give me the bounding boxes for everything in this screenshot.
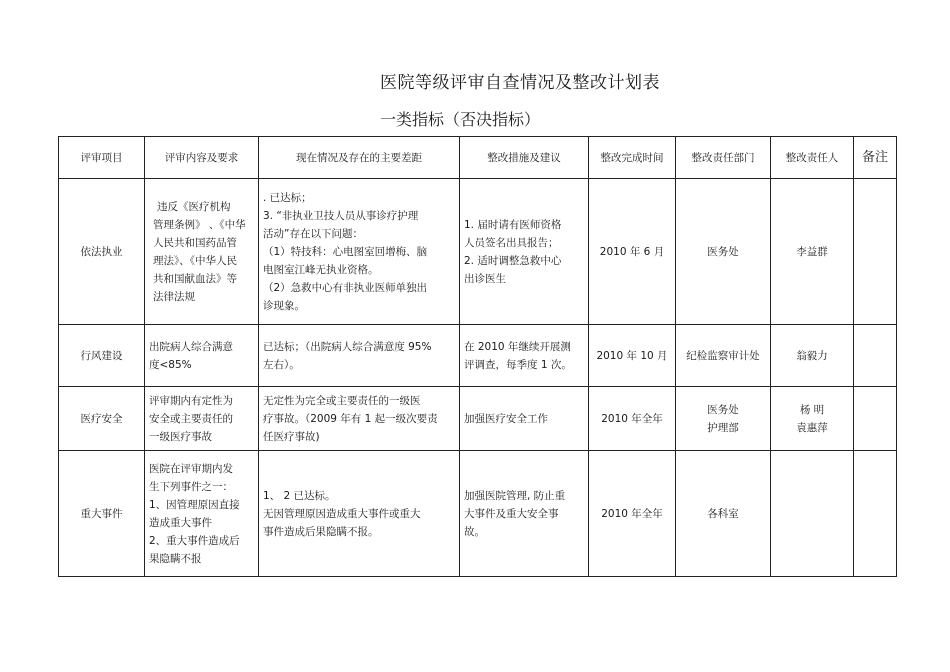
cell-status-line: 诊现象。	[263, 299, 305, 312]
table-row	[59, 179, 897, 325]
cell-department-line: 护理部	[707, 421, 739, 434]
cell-requirement-line: 评审期内有定性为	[149, 394, 233, 407]
header-cell-deadline: 整改完成时间	[589, 137, 676, 179]
cell-status-line: （1）特技科：心电图室回增梅、脑	[263, 245, 428, 258]
cell-requirement-line: 管理条例》 、《中华	[153, 218, 246, 231]
cell-deadline: 2010 年 6 月	[589, 179, 676, 325]
cell-item: 医疗安全	[59, 387, 145, 451]
cell-requirement-line: 理法》、《中华人民	[153, 254, 237, 267]
cell-requirement-line: 造成重大事件	[149, 516, 212, 529]
cell-department-line: 医务处	[707, 403, 739, 416]
header-cell-person: 整改责任人	[771, 137, 854, 179]
cell-measures	[460, 179, 589, 325]
cell-item: 重大事件	[59, 451, 145, 577]
cell-status-line: 3. “非执业卫技人员从事诊疗护理	[263, 209, 419, 222]
cell-status	[259, 451, 460, 577]
cell-remark	[854, 179, 897, 325]
cell-status-line: 无因管理原因造成重大事件或重大	[263, 507, 421, 520]
cell-department	[676, 387, 771, 451]
header-cell-department: 整改责任部门	[676, 137, 771, 179]
cell-requirement	[145, 451, 259, 577]
cell-deadline: 2010 年全年	[589, 387, 676, 451]
header-cell-requirement: 评审内容及要求	[145, 137, 259, 179]
document-subtitle: 一类指标（否决指标）	[380, 110, 541, 129]
cell-requirement-line: 1、因管理原因直接	[149, 498, 240, 511]
cell-requirement	[145, 325, 259, 387]
cell-status-line: （2）急救中心有非执业医师单独出	[263, 281, 428, 294]
cell-measures-line: 加强医疗安全工作	[464, 412, 548, 425]
cell-status-line: . 已达标；	[263, 191, 312, 204]
cell-measures	[460, 451, 589, 577]
cell-status	[259, 325, 460, 387]
cell-person-line: 袁惠萍	[796, 421, 828, 434]
cell-person	[771, 451, 854, 577]
cell-measures-line: 2. 适时调整急救中心	[464, 254, 562, 267]
cell-status-line: 左右）。	[263, 358, 300, 371]
cell-item: 依法执业	[59, 179, 145, 325]
cell-remark	[854, 325, 897, 387]
cell-person	[771, 325, 854, 387]
document-title: 医院等级评审自查情况及整改计划表	[380, 73, 660, 93]
table-row	[59, 387, 897, 451]
cell-status-line: 1、 2 已达标。	[263, 489, 336, 502]
cell-person	[771, 387, 854, 451]
cell-person-line: 李益群	[796, 245, 828, 258]
cell-measures	[460, 325, 589, 387]
cell-requirement-line: 果隐瞒不报	[149, 552, 202, 565]
cell-status	[259, 387, 460, 451]
cell-measures-line: 出诊医生	[464, 272, 506, 285]
cell-department	[676, 179, 771, 325]
cell-requirement-line: 共和国献血法》等	[153, 272, 237, 285]
cell-measures-line: 大事件及重大安全事	[464, 507, 559, 520]
cell-measures-line: 加强医院管理, 防止重	[464, 489, 566, 502]
header-cell-measures: 整改措施及建议	[460, 137, 589, 179]
cell-person-line: 杨 明	[799, 403, 825, 416]
cell-requirement-line: 医院在评审期内发	[149, 462, 233, 475]
cell-status-line: 已达标；（出院病人综合满意度 95%	[263, 340, 432, 353]
cell-remark	[854, 451, 897, 577]
header-cell-status: 现在情况及存在的主要差距	[259, 137, 460, 179]
cell-measures-line: 故。	[464, 525, 485, 538]
cell-status-line: 任医疗事故)	[263, 430, 320, 443]
cell-department	[676, 451, 771, 577]
cell-department-line: 各科室	[707, 507, 739, 520]
cell-requirement-line: 一级医疗事故	[149, 430, 212, 443]
cell-measures	[460, 387, 589, 451]
cell-status-line: 活动”存在以下问题：	[263, 227, 363, 240]
cell-status-line: 电图室江峰无执业资格。	[263, 263, 379, 276]
cell-measures-line: 在 2010 年继续开展测	[464, 340, 571, 353]
cell-deadline: 2010 年 10 月	[589, 325, 676, 387]
cell-measures-line: 评调查，每季度 1 次。	[464, 358, 572, 371]
cell-status-line: 疗事故。（2009 年有 1 起一级次要责	[263, 412, 438, 425]
cell-requirement-line: 法律法规	[153, 290, 195, 303]
cell-measures-line: 1. 届时请有医师资格	[464, 218, 562, 231]
header-cell-item: 评审项目	[59, 137, 145, 179]
cell-person	[771, 179, 854, 325]
cell-department	[676, 325, 771, 387]
cell-requirement	[145, 387, 259, 451]
cell-department-line: 纪检监察审计处	[686, 349, 760, 362]
cell-requirement-line: 违反《医疗机构	[157, 200, 231, 213]
table-row	[59, 325, 897, 387]
review-table	[58, 136, 897, 577]
cell-requirement-line: 出院病人综合满意	[149, 340, 233, 353]
cell-person-line: 翁毅力	[796, 349, 828, 362]
cell-deadline: 2010 年全年	[589, 451, 676, 577]
cell-requirement-line: 安全或主要责任的	[149, 412, 233, 425]
cell-department-line: 医务处	[707, 245, 739, 258]
cell-remark	[854, 387, 897, 451]
table-header-row	[59, 137, 897, 179]
cell-requirement-line: 度<85%	[149, 358, 192, 371]
cell-item: 行风建设	[59, 325, 145, 387]
cell-requirement-line: 人民共和国药品管	[153, 236, 237, 249]
cell-status	[259, 179, 460, 325]
cell-status-line: 无定性为完全或主要责任的一级医	[263, 394, 421, 407]
cell-measures-line: 人员签名出具报告；	[464, 236, 559, 249]
header-cell-remark: 备注	[854, 137, 897, 179]
cell-requirement-line: 2、重大事件造成后	[149, 534, 240, 547]
table-row	[59, 451, 897, 577]
cell-status-line: 事件造成后果隐瞒不报。	[263, 525, 379, 538]
cell-requirement	[145, 179, 259, 325]
cell-requirement-line: 生下列事件之一：	[149, 480, 233, 493]
